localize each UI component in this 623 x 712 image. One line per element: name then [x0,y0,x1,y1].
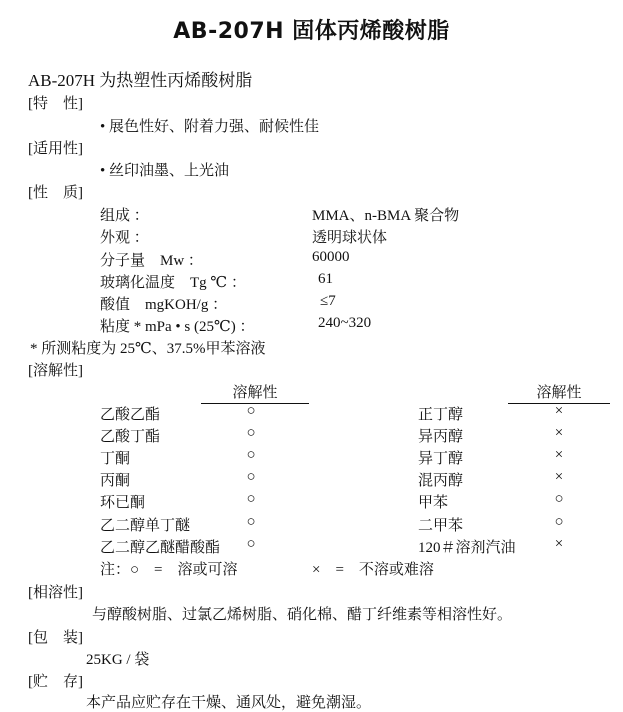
solubility-mark: ○ [246,403,256,419]
solubility-mark: × [554,425,564,441]
solubility-heading: [溶解性] [28,363,83,379]
property-label-viscosity: 粘度 * mPa • s (25℃) ： [100,319,255,335]
document-title: AB-207H 固体丙烯酸树脂 [173,19,450,44]
storage-text: 本产品应贮存在干燥、通风处，避免潮湿。 [86,695,372,711]
property-value-composition: MMA、n-BMA 聚合物 [312,208,460,224]
solvent-name: 乙酸乙酯 [100,407,161,423]
compatibility-heading: [相溶性] [28,585,83,601]
solubility-mark: × [554,469,564,485]
solvent-name: 120＃溶剂汽油 [418,540,516,556]
solvent-name: 环已酮 [100,495,146,511]
viscosity-note: * 所测粘度为 25℃、37.5%甲苯溶液 [30,341,266,357]
features-item: • 展色性好、附着力强、耐候性佳 [100,119,320,135]
solvent-name: 二甲苯 [418,518,464,534]
property-value-molecular-weight: 60000 [312,249,350,265]
solubility-mark: ○ [246,491,256,507]
solvent-name: 异丙醇 [418,429,464,445]
solubility-mark: ○ [554,491,564,507]
property-label-composition: 组成 ： [100,208,149,224]
solubility-column-header-right: 溶解性 [508,381,610,404]
solubility-mark: ○ [246,425,256,441]
solvent-name: 丁酮 [100,451,131,467]
solvent-name: 乙二醇单丁醚 [100,518,191,534]
property-label-tg: 玻璃化温度 Tg ℃ ： [100,275,246,291]
property-label-acid-value: 酸值 mgKOH/g ： [100,297,228,313]
applications-heading: [适用性] [28,141,83,157]
property-value-tg: 61 [318,271,333,287]
solvent-name: 异丁醇 [418,451,464,467]
compatibility-text: 与醇酸树脂、过氯乙烯树脂、硝化棉、醋丁纤维素等相溶性好。 [92,607,513,623]
solubility-mark: × [554,447,564,463]
property-value-viscosity: 240~320 [318,315,372,331]
legend-soluble: 注：○ = 溶或可溶 [100,562,238,578]
packaging-heading: [包 装] [28,630,83,646]
property-label-molecular-weight: 分子量 Mw ： [100,253,203,269]
solubility-mark: × [554,536,564,552]
storage-heading: [贮 存] [28,674,83,690]
solubility-mark: ○ [554,514,564,530]
solubility-mark: ○ [246,447,256,463]
features-heading: [特 性] [28,96,83,112]
property-value-appearance: 透明球状体 [312,230,388,246]
product-description: AB-207H 为热塑性丙烯酸树脂 [28,71,253,90]
solvent-name: 甲苯 [418,495,449,511]
solubility-mark: × [554,403,564,419]
solubility-column-header-left: 溶解性 [201,381,309,404]
solvent-name: 乙酸丁酯 [100,429,161,445]
applications-item: • 丝印油墨、上光油 [100,163,230,179]
solvent-name: 混丙醇 [418,473,464,489]
solvent-name: 正丁醇 [418,407,464,423]
solubility-mark: ○ [246,536,256,552]
legend-insoluble: × = 不溶或难溶 [312,562,434,578]
packaging-text: 25KG / 袋 [86,652,150,668]
solubility-mark: ○ [246,514,256,530]
solvent-name: 丙酮 [100,473,131,489]
properties-heading: [性 质] [28,185,83,201]
property-label-appearance: 外观 ： [100,230,149,246]
solubility-mark: ○ [246,469,256,485]
property-value-acid-value: ≤7 [320,293,336,309]
solvent-name: 乙二醇乙醚醋酸酯 [100,540,221,556]
